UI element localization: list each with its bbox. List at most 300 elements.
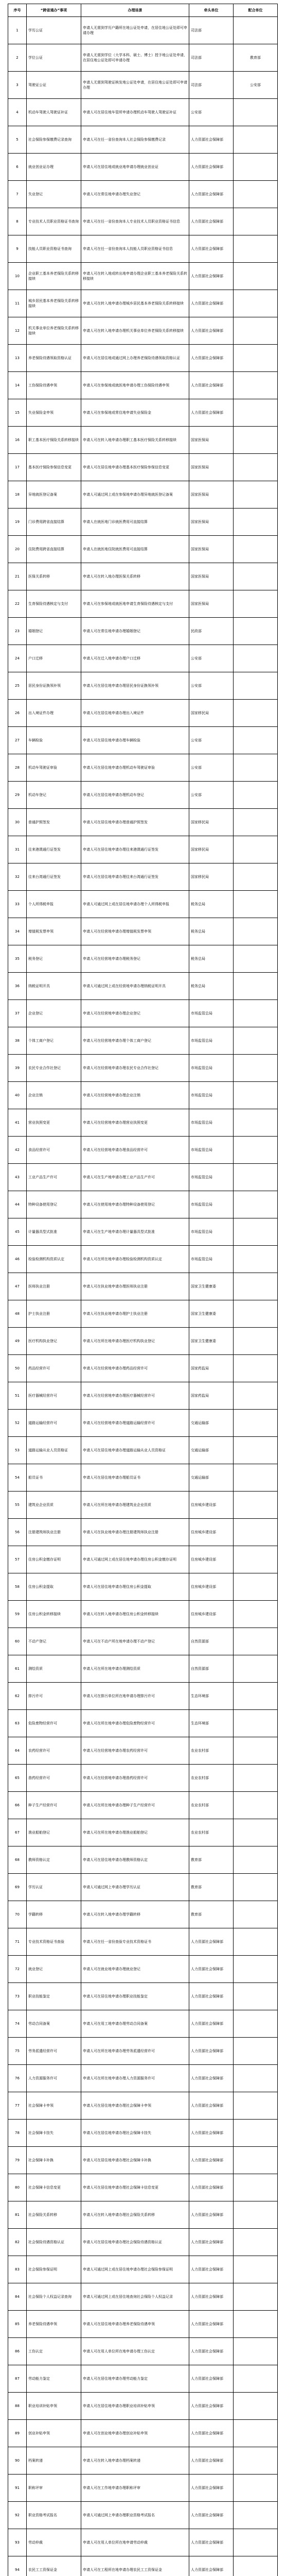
row-scenario: 申请人可在居住地申请办理养老保险待遇申领: [81, 2311, 189, 2338]
row-service: 社会保障卡挂失: [27, 2120, 81, 2147]
table-row: [8, 1164, 278, 1191]
row-lead-unit: 人力资源社会保障部: [189, 2256, 234, 2283]
row-scenario: 申请人可在生产地申请办理计量器具型式批准: [81, 1218, 189, 1246]
row-lead-unit: 人力资源社会保障部: [189, 1928, 234, 1956]
row-index: 36: [8, 973, 27, 1000]
row-service: 道路运输经营许可: [27, 1410, 81, 1437]
row-index: 90: [8, 2447, 27, 2475]
row-lead-unit: 人力资源社会保障部: [189, 399, 234, 427]
row-service: 农民专业合作社登记: [27, 1055, 81, 1082]
row-scenario: 申请人可在居住地申请办理住房公积金提取: [81, 1573, 189, 1601]
row-service: 食品经营许可: [27, 1137, 81, 1164]
row-lead-unit: 市场监管总局: [189, 1055, 234, 1082]
row-lead-unit: 人力资源社会保障部: [189, 2338, 234, 2365]
row-support-unit: [234, 399, 278, 427]
row-index: 19: [8, 509, 27, 536]
row-support-unit: [234, 317, 278, 345]
row-support-unit: [234, 427, 278, 454]
row-support-unit: [234, 1109, 278, 1137]
row-scenario: 申请人可在经营地申请办理营业执照变更: [81, 1109, 189, 1137]
row-lead-unit: 市场监管总局: [189, 1109, 234, 1137]
table-row: [8, 973, 278, 1000]
row-service: 农民工工资保证金: [27, 2556, 81, 2576]
row-service: 机动车驾驶人驾驶证补证: [27, 99, 81, 126]
table-row: [8, 809, 278, 836]
row-scenario: 申请人可在执业地申请办理医师执业注册: [81, 1273, 189, 1300]
row-service: 社会保险关系转移: [27, 2201, 81, 2229]
row-support-unit: [234, 700, 278, 727]
row-service: 异地就医登记备案: [27, 481, 81, 509]
row-support-unit: [234, 563, 278, 590]
row-service: 基本医疗保险参保信息变更: [27, 454, 81, 481]
row-lead-unit: 人力资源社会保障部: [189, 345, 234, 372]
row-lead-unit: 市场监管总局: [189, 1164, 234, 1191]
row-index: 39: [8, 1055, 27, 1082]
row-scenario: 申请人可在转入地申请办理城乡居民基本养老保险关系转移接续: [81, 290, 189, 317]
row-scenario: 申请人可在转入地申请办理职工基本医疗保险关系转移接续: [81, 427, 189, 454]
table-row: [8, 1546, 278, 1573]
row-support-unit: [234, 126, 278, 154]
row-lead-unit: 教育部: [189, 1874, 234, 1901]
row-lead-unit: 市场监管总局: [189, 1191, 234, 1218]
row-service: 社会保险待遇资格认证: [27, 2229, 81, 2256]
row-service: 测绘资质: [27, 1655, 81, 1683]
table-row: [8, 2201, 278, 2229]
row-index: 80: [8, 2174, 27, 2201]
row-service: 教师资格认定: [27, 1846, 81, 1874]
row-scenario: 申请人可在就业地申请办理就业登记: [81, 1956, 189, 1983]
row-scenario: 申请人可在经营地申请办理农民专业合作社登记: [81, 1055, 189, 1082]
table-row: [8, 2229, 278, 2256]
row-lead-unit: 市场监管总局: [189, 1000, 234, 1027]
table-row: [8, 2038, 278, 2065]
row-index: 34: [8, 918, 27, 945]
row-lead-unit: 市场监管总局: [189, 1218, 234, 1246]
table-row: [8, 1492, 278, 1519]
row-scenario: 申请人可通过网上申请办理学历认证: [81, 1874, 189, 1901]
row-support-unit: [234, 290, 278, 317]
table-row: [8, 590, 278, 618]
row-service: 人力资源服务许可: [27, 2065, 81, 2092]
row-support-unit: [234, 1737, 278, 1765]
row-support-unit: [234, 2174, 278, 2201]
row-scenario: 申请人可在居住地申请办理社会保险待遇资格认证: [81, 2229, 189, 2256]
row-service: 驾驶证公证: [27, 72, 81, 99]
row-support-unit: [234, 1956, 278, 1983]
table-header-row: [8, 4, 278, 17]
row-index: 12: [8, 317, 27, 345]
row-index: 60: [8, 1628, 27, 1655]
row-support-unit: [234, 235, 278, 263]
row-service: 工业产品生产许可: [27, 1164, 81, 1191]
row-scenario: 申请人无需到驾驶证核发地公证处申请，在居住地公证处即可申请办理: [81, 72, 189, 99]
row-lead-unit: 民政部: [189, 618, 234, 645]
row-support-unit: [234, 672, 278, 700]
row-scenario: 申请人可在居住地申请办理机动车登记: [81, 782, 189, 809]
row-support-unit: [234, 1492, 278, 1519]
row-index: 64: [8, 1737, 27, 1765]
row-service: 医保关系转移: [27, 563, 81, 590]
row-lead-unit: 农业农村部: [189, 1765, 234, 1792]
row-support-unit: [234, 973, 278, 1000]
table-row: [8, 2120, 278, 2147]
row-index: 24: [8, 645, 27, 672]
row-lead-unit: 公安部: [189, 645, 234, 672]
row-support-unit: [234, 1655, 278, 1683]
row-index: 13: [8, 345, 27, 372]
row-lead-unit: 人力资源社会保障部: [189, 2502, 234, 2529]
row-lead-unit: 人力资源社会保障部: [189, 208, 234, 235]
row-service: 护士执业注册: [27, 1300, 81, 1328]
row-scenario: 申请人可通过网上或在经营地申请办理纳税证明开具: [81, 973, 189, 1000]
row-support-unit: [234, 836, 278, 863]
row-scenario: 申请人可在任一省份查询本人专业技术人员职业资格证书信息: [81, 208, 189, 235]
row-index: 2: [8, 44, 27, 72]
row-scenario: 申请人可在居住地车管所申请办理机动车驾驶人驾驶证补证: [81, 99, 189, 126]
row-lead-unit: 人力资源社会保障部: [189, 2393, 234, 2420]
row-index: 87: [8, 2365, 27, 2393]
table-row: [8, 2311, 278, 2338]
row-support-unit: [234, 2365, 278, 2393]
row-service: 职业资格考试报名: [27, 2502, 81, 2529]
row-index: 5: [8, 126, 27, 154]
row-service: 学位公证: [27, 44, 81, 72]
row-lead-unit: 司法部: [189, 72, 234, 99]
table-row: [8, 1109, 278, 1137]
row-support-unit: [234, 1573, 278, 1601]
table-row: [8, 1628, 278, 1655]
row-index: 40: [8, 1082, 27, 1109]
row-scenario: 申请人可在居住地申请办理基本医疗保险参保信息变更: [81, 454, 189, 481]
row-index: 48: [8, 1300, 27, 1328]
row-service: 机关事业单位养老保险关系转移接续: [27, 317, 81, 345]
row-service: 税务登记: [27, 945, 81, 973]
row-scenario: 申请人可在居住地申请办理船员证书: [81, 1464, 189, 1492]
row-lead-unit: 农业农村部: [189, 1819, 234, 1846]
row-scenario: 申请人可在任一省份查询本人社会保险参保缴费记录: [81, 126, 189, 154]
row-scenario: 申请人可在转入地办理医保关系转移: [81, 563, 189, 590]
row-scenario: 申请人可在经营地申请办理增值税发票申领: [81, 918, 189, 945]
row-support-unit: [234, 1082, 278, 1109]
row-service: 社会保障卡信息变更: [27, 2174, 81, 2201]
row-lead-unit: 国家医保局: [189, 509, 234, 536]
row-scenario: 申请人可在工程所在地申请办理农民工工资保证金: [81, 2556, 189, 2576]
row-scenario: 申请人可在所在地申请办理建筑业企业资质: [81, 1492, 189, 1519]
table-row: [8, 1655, 278, 1683]
row-lead-unit: 公安部: [189, 672, 234, 700]
row-lead-unit: 生态环境部: [189, 1710, 234, 1737]
row-lead-unit: 市场监管总局: [189, 1027, 234, 1055]
table-row: [8, 1328, 278, 1355]
table-row: [8, 727, 278, 754]
row-service: 危险废物经营许可: [27, 1710, 81, 1737]
row-scenario: 申请人可在用工地申请办理劳动合同备案: [81, 2010, 189, 2038]
row-scenario: 申请人可在执业地申请办理护士执业注册: [81, 1300, 189, 1328]
row-index: 68: [8, 1846, 27, 1874]
row-support-unit: [234, 754, 278, 782]
row-scenario: 申请人可在居住地申请办理社会保障卡信息变更: [81, 2174, 189, 2201]
row-index: 45: [8, 1218, 27, 1246]
row-support-unit: [234, 17, 278, 44]
row-support-unit: [234, 1355, 278, 1382]
row-service: 住房公积金转移接续: [27, 1601, 81, 1628]
table-row: [8, 1191, 278, 1218]
row-lead-unit: 税务总局: [189, 945, 234, 973]
row-scenario: 申请人可在常住地申请办理失业登记: [81, 181, 189, 208]
table-row: [8, 1710, 278, 1737]
row-service: 检验检测机构资质认定: [27, 1246, 81, 1273]
row-lead-unit: 人力资源社会保障部: [189, 181, 234, 208]
row-lead-unit: 住房城乡建设部: [189, 1492, 234, 1519]
row-lead-unit: 国家药监局: [189, 1355, 234, 1382]
table-row: [8, 1382, 278, 1410]
row-scenario: 申请人可在创业地申请办理创业补贴申领: [81, 2420, 189, 2447]
row-service: 建筑业企业资质: [27, 1492, 81, 1519]
row-support-unit: 教育部: [234, 44, 278, 72]
row-service: 特种设备使用登记: [27, 1191, 81, 1218]
row-support-unit: [234, 2120, 278, 2147]
row-lead-unit: 国家药监局: [189, 1382, 234, 1410]
table-row: [8, 2256, 278, 2283]
row-index: 20: [8, 536, 27, 563]
row-service: 社会保障卡补换: [27, 2147, 81, 2174]
row-support-unit: [234, 1874, 278, 1901]
row-lead-unit: 税务总局: [189, 891, 234, 918]
row-service: 学历公证: [27, 17, 81, 44]
row-index: 11: [8, 290, 27, 317]
row-service: 居民身份证换领补领: [27, 672, 81, 700]
row-support-unit: [234, 454, 278, 481]
row-service: 专业技术资格证书查验: [27, 1928, 81, 1956]
row-service: 纳税证明开具: [27, 973, 81, 1000]
row-index: 26: [8, 700, 27, 727]
row-support-unit: [234, 1628, 278, 1655]
table-row: [8, 1737, 278, 1765]
table-row: [8, 1874, 278, 1901]
row-scenario: 申请人可在居住地申请办理职业培训补贴申领: [81, 2393, 189, 2420]
row-service: 住房公积金提取: [27, 1573, 81, 1601]
row-lead-unit: 人力资源社会保障部: [189, 154, 234, 181]
table-row: [8, 263, 278, 290]
row-index: 35: [8, 945, 27, 973]
row-index: 3: [8, 72, 27, 99]
table-row: [8, 2092, 278, 2120]
row-service: 就业创业证办理: [27, 154, 81, 181]
table-row: [8, 1437, 278, 1464]
row-scenario: 申请人可在居住地申请办理社会保障卡补换: [81, 2147, 189, 2174]
row-support-unit: [234, 154, 278, 181]
table-row: [8, 1683, 278, 1710]
row-service: 医师执业注册: [27, 1273, 81, 1300]
row-support-unit: [234, 1792, 278, 1819]
row-service: 创业补贴申领: [27, 2420, 81, 2447]
row-scenario: 申请人可在转入地申请办理住房公积金转移接续: [81, 1601, 189, 1628]
row-lead-unit: 国家卫生健康委: [189, 1300, 234, 1328]
row-scenario: 申请人可在用人单位所在地申请办理工伤认定: [81, 2338, 189, 2365]
row-lead-unit: 国家卫生健康委: [189, 1328, 234, 1355]
row-support-unit: [234, 918, 278, 945]
table-row: [8, 891, 278, 918]
table-row: [8, 99, 278, 126]
table-row: [8, 2283, 278, 2311]
table-row: [8, 1928, 278, 1956]
row-lead-unit: 人力资源社会保障部: [189, 2120, 234, 2147]
row-service: 职业技能鉴定: [27, 1983, 81, 2010]
row-lead-unit: 人力资源社会保障部: [189, 235, 234, 263]
row-index: 92: [8, 2502, 27, 2529]
table-row: [8, 1792, 278, 1819]
row-scenario: 申请人可在居住地申请办理普通护照签发: [81, 809, 189, 836]
row-lead-unit: 人力资源社会保障部: [189, 2529, 234, 2556]
table-row: [8, 1519, 278, 1546]
row-index: 84: [8, 2283, 27, 2311]
row-support-unit: [234, 2447, 278, 2475]
table-row: [8, 945, 278, 973]
row-service: 工伤保险待遇申领: [27, 372, 81, 399]
table-row: [8, 126, 278, 154]
row-index: 53: [8, 1437, 27, 1464]
row-index: 79: [8, 2147, 27, 2174]
table-row: [8, 317, 278, 345]
row-scenario: 申请人可在转入地或转出地申请办理企业职工基本养老保险关系转移接续: [81, 263, 189, 290]
row-scenario: 申请人可在经营地申请办理道路运输经营许可: [81, 1410, 189, 1437]
table-row: [8, 1819, 278, 1846]
row-index: 46: [8, 1246, 27, 1273]
row-index: 8: [8, 208, 27, 235]
table-row: [8, 2010, 278, 2038]
row-support-unit: [234, 2201, 278, 2229]
row-index: 42: [8, 1137, 27, 1164]
table-row: [8, 2420, 278, 2447]
row-scenario: 申请人在就医地住院就医费用可直接结算: [81, 536, 189, 563]
header-index: 序号: [8, 4, 27, 17]
row-index: 23: [8, 618, 27, 645]
row-service: 机动车驾驶证审验: [27, 754, 81, 782]
row-lead-unit: 自然资源部: [189, 1628, 234, 1655]
row-index: 66: [8, 1792, 27, 1819]
row-scenario: 申请人可在所在地申请办理渔业船舶登记: [81, 1819, 189, 1846]
row-index: 57: [8, 1546, 27, 1573]
table-row: [8, 1956, 278, 1983]
row-lead-unit: 国家医保局: [189, 454, 234, 481]
row-scenario: 申请人可在经营地申请办理企业注销: [81, 1082, 189, 1109]
row-scenario: 申请人可在工作地申请办理职称评审: [81, 2475, 189, 2502]
table-row: [8, 1137, 278, 1164]
row-scenario: 申请人可在经营地申请办理食品经营许可: [81, 1137, 189, 1164]
row-support-unit: [234, 2338, 278, 2365]
table-row: [8, 290, 278, 317]
row-index: 4: [8, 99, 27, 126]
row-service: 增值税发票申领: [27, 918, 81, 945]
row-service: 档案转递: [27, 2447, 81, 2475]
row-service: 就业登记: [27, 1956, 81, 1983]
row-scenario: 申请人可在所在地申请办理医疗机构执业登记: [81, 1328, 189, 1355]
row-scenario: 申请人可在居住地申请办理社会保障卡挂失: [81, 2120, 189, 2147]
row-lead-unit: 交通运输部: [189, 1437, 234, 1464]
row-support-unit: [234, 1000, 278, 1027]
row-lead-unit: 住房城乡建设部: [189, 1601, 234, 1628]
table-row: [8, 1055, 278, 1082]
row-support-unit: [234, 2147, 278, 2174]
row-index: 89: [8, 2420, 27, 2447]
row-index: 52: [8, 1410, 27, 1437]
row-scenario: 申请人可在所在地申请办理人力资源服务许可: [81, 2065, 189, 2092]
header-support-unit: 配合单位: [234, 4, 278, 17]
row-scenario: 申请人可通过网上或在居住地申请办理个人所得税申报: [81, 891, 189, 918]
row-support-unit: [234, 1246, 278, 1273]
row-support-unit: [234, 1983, 278, 2010]
row-scenario: 申请人可在参保地或就医地申请生育保险待遇核定与支付: [81, 590, 189, 618]
table-row: [8, 918, 278, 945]
table-row: [8, 2502, 278, 2529]
table-row: [8, 2393, 278, 2420]
row-support-unit: [234, 727, 278, 754]
row-service: 专业技术人员职业资格证书查询: [27, 208, 81, 235]
row-index: 61: [8, 1655, 27, 1683]
row-index: 81: [8, 2201, 27, 2229]
header-service: “跨省通办”事项: [27, 4, 81, 17]
row-index: 85: [8, 2311, 27, 2338]
row-lead-unit: 公安部: [189, 754, 234, 782]
row-lead-unit: 人力资源社会保障部: [189, 2420, 234, 2447]
table-row: [8, 17, 278, 44]
row-index: 69: [8, 1874, 27, 1901]
table-row: [8, 2447, 278, 2475]
table-row: [8, 399, 278, 427]
row-lead-unit: 国家医保局: [189, 427, 234, 454]
row-scenario: 申请人无需到学历户籍所在地公证处申请，在居住地公证处即可申请办理: [81, 17, 189, 44]
row-index: 83: [8, 2256, 27, 2283]
row-index: 27: [8, 727, 27, 754]
header-scenario: 办理场景: [81, 4, 189, 17]
row-service: 生育保险待遇核定与支付: [27, 590, 81, 618]
row-service: 往来港澳通行证签发: [27, 836, 81, 863]
row-scenario: 申请人可在经营地申请办理个体工商户登记: [81, 1027, 189, 1055]
table-row: [8, 2556, 278, 2576]
table-row: [8, 618, 278, 645]
row-support-unit: [234, 2475, 278, 2502]
row-support-unit: [234, 2010, 278, 2038]
row-scenario: 申请人可在所在地申请办理劳务派遣经营许可: [81, 2038, 189, 2065]
row-service: 社会保险参保证明: [27, 2256, 81, 2283]
row-scenario: 申请人可通过网上或在参保地申请办理异地就医登记备案: [81, 481, 189, 509]
row-index: 31: [8, 836, 27, 863]
row-scenario: 申请人可在经营地申请办理药品经营许可: [81, 1355, 189, 1382]
row-lead-unit: 人力资源社会保障部: [189, 2283, 234, 2311]
row-service: 职工基本医疗保险关系转移接续: [27, 427, 81, 454]
row-index: 15: [8, 399, 27, 427]
row-lead-unit: 国家医保局: [189, 590, 234, 618]
row-service: 不动产登记: [27, 1628, 81, 1655]
row-support-unit: [234, 2556, 278, 2576]
row-support-unit: [234, 208, 278, 235]
row-index: 70: [8, 1901, 27, 1928]
table-row: [8, 1355, 278, 1382]
row-support-unit: [234, 1601, 278, 1628]
row-support-unit: [234, 2065, 278, 2092]
row-support-unit: [234, 372, 278, 399]
row-service: 失业保险金申领: [27, 399, 81, 427]
row-service: 排污许可: [27, 1683, 81, 1710]
row-scenario: 申请人可在经营地申请办理农药经营许可: [81, 1737, 189, 1765]
row-scenario: 申请人可在居住地或就业地申请办理就业创业证: [81, 154, 189, 181]
row-service: 注册建筑师执业注册: [27, 1519, 81, 1546]
table-row: [8, 836, 278, 863]
row-support-unit: [234, 2311, 278, 2338]
row-lead-unit: 人力资源社会保障部: [189, 2147, 234, 2174]
row-index: 41: [8, 1109, 27, 1137]
row-scenario: 申请人可在经营地申请办理企业登记: [81, 1000, 189, 1027]
